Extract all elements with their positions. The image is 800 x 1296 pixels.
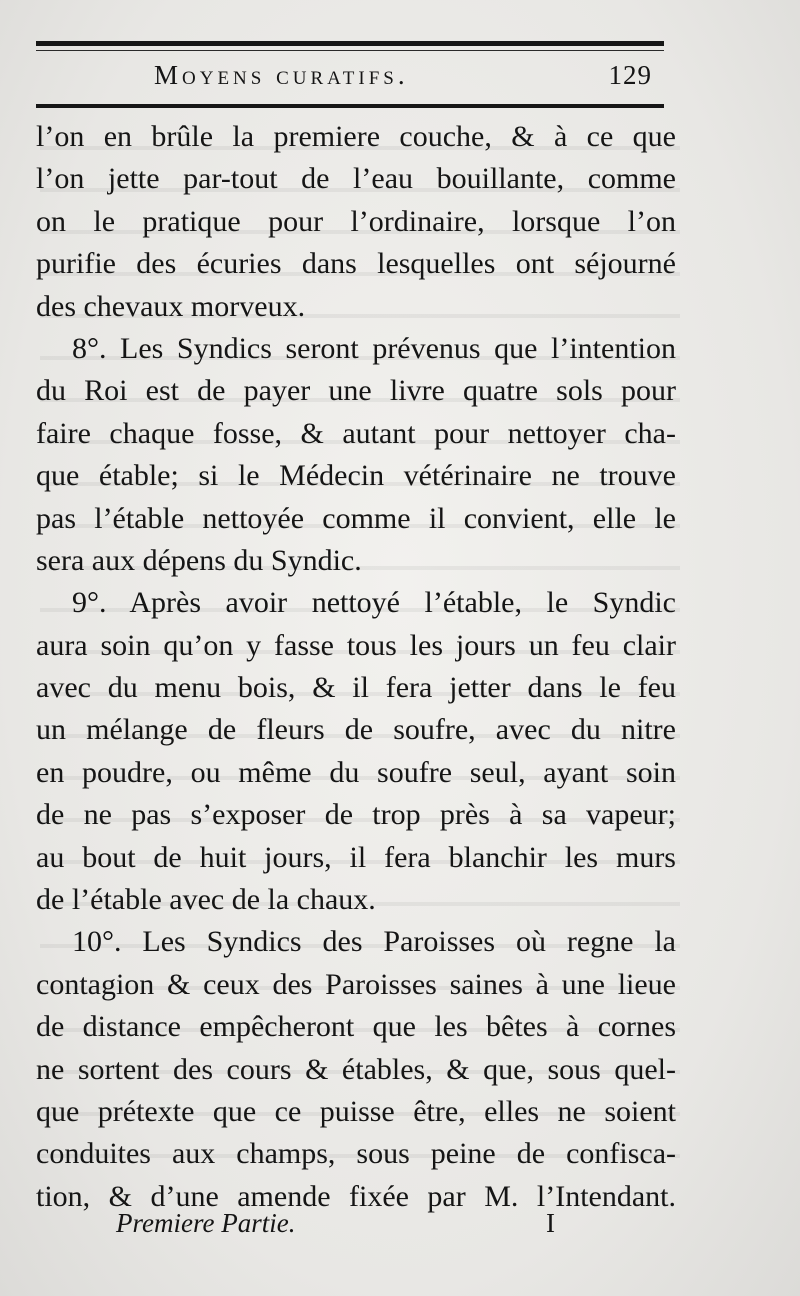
text-line: au bout de huit jours, il fera blanchir les murs <box>36 840 676 874</box>
text-line: aura soin qu’on y fasse tous les jours un feu clair <box>36 628 676 662</box>
text-line: pas l’étable nettoyée comme il convient, elle le <box>36 501 676 535</box>
text-line: de ne pas s’exposer de trop près à sa vapeur; <box>36 798 676 832</box>
text-line: avec du menu bois, & il fera jetter dans le feu <box>36 671 676 705</box>
text-line: l’on en brûle la premiere couche, & à ce que <box>36 120 676 153</box>
header-rule <box>36 104 664 108</box>
text-line: de distance empêcheront que les bêtes à cornes <box>36 1010 676 1044</box>
text-line: on le pratique pour l’ordinaire, lorsque l’on <box>36 204 676 238</box>
top-rule-thin <box>36 50 664 51</box>
text-line: purifie des écuries dans lesquelles ont séjourné <box>36 247 676 281</box>
text-line: de l’étable avec de la chaux. <box>36 883 376 917</box>
page-footer <box>36 1208 664 1248</box>
text-line: du Roi est de payer une livre quatre sols pour <box>36 374 676 408</box>
text-line: conduites aux champs, sous peine de confisca- <box>36 1137 676 1171</box>
text-line: en poudre, ou même du soufre seul, ayant soin <box>36 755 676 789</box>
text-line: contagion & ceux des Paroisses saines à une lieue <box>36 967 676 1001</box>
text-line: que étable; si le Médecin vétérinaire ne trouve <box>36 459 676 493</box>
text-line: 8°. Les Syndics seront prévenus que l’intention <box>72 331 676 365</box>
text-line: que prétexte que ce puisse être, elles ne soient <box>36 1094 676 1128</box>
text-line: l’on jette par-tout de l’eau bouillante, comme <box>36 162 676 196</box>
text-line: sera aux dépens du Syndic. <box>36 543 362 577</box>
text-line: 9°. Après avoir nettoyé l’étable, le Syndic <box>72 586 676 620</box>
text-line: des chevaux morveux. <box>36 289 306 323</box>
running-head <box>36 60 664 94</box>
text-line: 10°. Les Syndics des Paroisses où regne la <box>72 925 676 959</box>
signature-mark: I <box>546 1208 555 1238</box>
text-line: faire chaque fosse, & autant pour nettoyer cha- <box>36 416 676 450</box>
text-line: ne sortent des cours & étables, & que, sous quel- <box>36 1052 676 1086</box>
running-title: Moyens curatifs. <box>154 60 409 90</box>
body-text <box>36 116 676 1218</box>
top-rule <box>36 41 664 46</box>
page-number: 129 <box>608 60 652 90</box>
signature-text: Premiere Partie. <box>116 1208 296 1238</box>
text-line: tion, & d’une amende fixée par M. l’Intendant. <box>36 1179 676 1213</box>
text-line: un mélange de fleurs de soufre, avec du nitre <box>36 713 676 747</box>
